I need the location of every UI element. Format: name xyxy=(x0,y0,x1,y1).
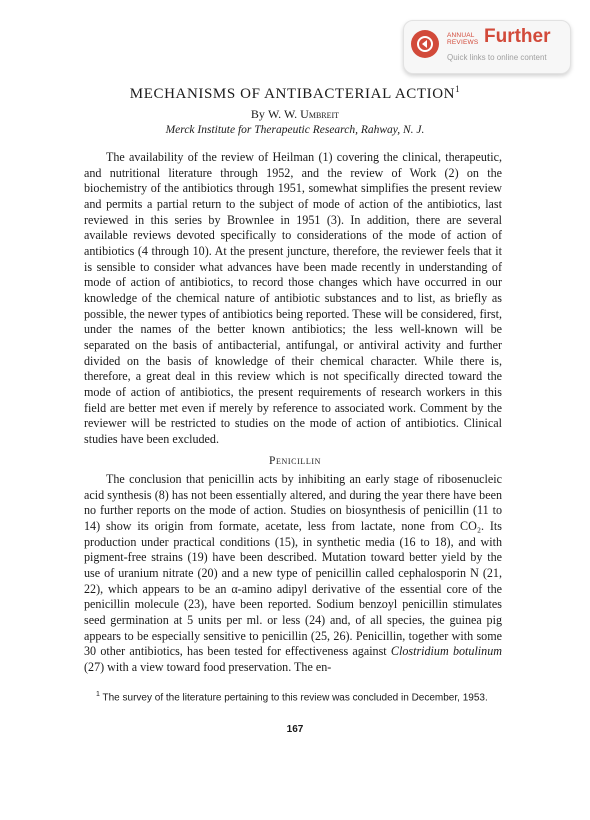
badge-tagline: Quick links to online content xyxy=(447,53,547,62)
footnote-mark: 1 xyxy=(96,691,100,698)
penicillin-paragraph: The conclusion that penicillin acts by inhibiting an early stage of ribosenucleic acid synthesis (8) has not been essentially altered, and during the year there have been no further reports on the mode of action. Studies on biosynthesis of penicillin (11 to 14) show its origin from formate, acetate, less from lactate, none from CO₂. Its production under practical conditions (15), in synthetic media (16 to 18), and with pigment-free strains (19) have been described. Mutation toward better yield by the use of uranium nitrate (20) and a new type of penicillin called cephalosporin N (21, 22), which appears to be an α-amino adipyl derivative of the essential core of the penicillin molecule (23), have been reported. Sodium benzoyl penicillin stimulates seed germination at 5 units per ml. or less (24) and, of all species, the guinea pig appears to be especially sensitive to penicillin (25, 26). Penicillin, together with some 30 other antibiotics, has been tested for effectiveness against Clostridium botulinum (27) with a view toward food preservation. The en- xyxy=(84,472,502,674)
page-number: 167 xyxy=(286,724,304,735)
annual-reviews-wordmark: ANNUAL REVIEWS xyxy=(447,32,479,46)
author-affiliation: Merck Institute for Therapeutic Research, Rahway, N. J. xyxy=(165,124,425,136)
annual-reviews-logo-icon xyxy=(411,30,439,58)
section-heading-penicillin: Penicillin xyxy=(269,455,321,467)
annual-reviews-further-badge[interactable] xyxy=(403,20,571,74)
organism-name: Clostridium botulinum xyxy=(390,644,502,659)
play-arrow-icon xyxy=(416,35,434,53)
footnote: $^1$ The survey of the literature pertaining to this review was concluded in December, 1953. xyxy=(96,691,488,704)
article-title: MECHANISMS OF ANTIBACTERIAL ACTION$^1$ xyxy=(129,84,461,102)
further-brand-text: Further xyxy=(484,26,551,47)
title-footnote-mark: 1 xyxy=(455,84,461,94)
author-line: By W. W. Umbreit xyxy=(250,107,340,121)
intro-paragraph: The availability of the review of Heilman (1) covering the clinical, therapeutic, and nutritional literature through 1952, and the review of Work (2) on the biochemistry of the antibiotics through 1951, somewhat simplifies the present review and permits a partial return to the subject of mode of action of the antibiotics, last reviewed in this series by Brownlee in 1951 (3). In addition, there are several available reviews devoted specifically to considerations of the mode of action of antibiotics (4 through 10). At the present juncture, therefore, the reviewer feels that it is sensible to consider what advances have been made recently in understanding of mode of action of antibiotics, to record those changes which have occurred in our knowledge of the chemical nature of antibiotic substances and to list, as briefly as possible, the newer types of antibiotics being reported. These will be considered, first, under the names of the better known antibiotics; the less well-known will be separated on the basis of antibacterial, antifungal, or antiviral activity and further divided on the basis of knowledge of their chemical character. While there is, therefore, a great deal in this review which is not specifically directed toward the mode of action of antibiotics, the present requirements of research workers in this field are better met even if merely by reference to associated work. Comment by the reviewer will be restricted to studies on the mode of action of antibiotics. Clinical studies have been excluded. xyxy=(84,150,502,446)
author-name: W. W. Umbreit xyxy=(267,107,340,121)
